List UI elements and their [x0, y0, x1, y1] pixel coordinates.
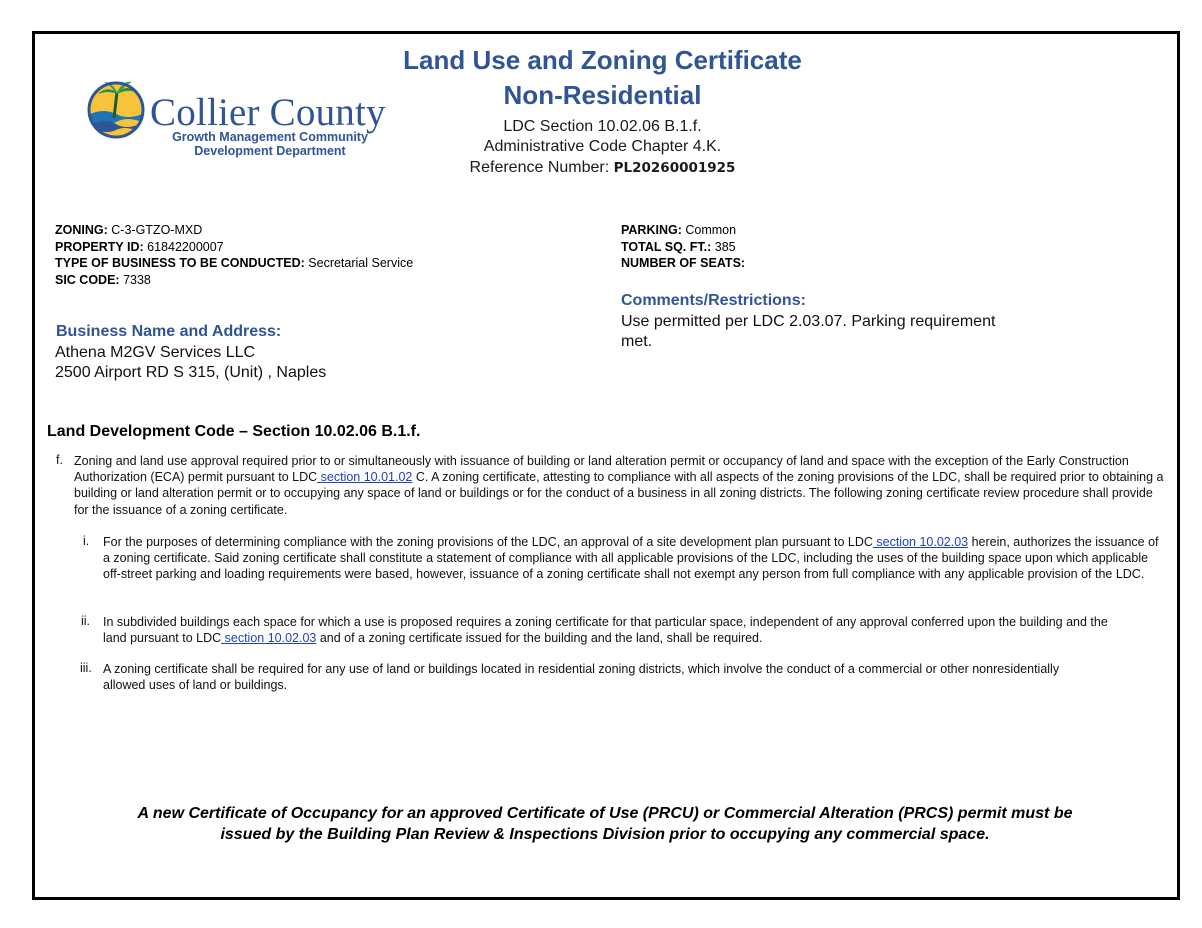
clause-f-text-part-1: Zoning and land use approval required prior to or simultaneously with issuance of building or land alteration permit or occupancy of land and space with the exception of the Early Construction Authorization (ECA) permit pursuant to LDC — [74, 454, 1129, 485]
occupancy-notice — [60, 804, 1150, 845]
sic-code-row — [55, 272, 413, 289]
seats-row — [621, 255, 745, 272]
business-type-label: TYPE OF BUSINESS TO BE CONDUCTED: — [55, 256, 305, 270]
section-10-01-02-link[interactable]: section 10.01.02 — [317, 470, 413, 485]
logo-subtitle-line-2: Development Department — [194, 144, 346, 158]
parking-row — [621, 222, 745, 239]
clause-f-text-part-2: C. A zoning certificate, attesting to compliance with all aspects of the zoning provisions of the LDC, shall be required prior to obtaining a building or land alteration permit or to occupying any space of land or buildings or for the conduct of a business in all zoning districts. The following zoning certificate review procedure shall provide for the issuance of a zoning certificate. — [74, 470, 1164, 517]
logo-subtitle-line-1: Growth Management Community — [172, 130, 368, 144]
zoning-value: C-3-GTZO-MXD — [111, 223, 203, 237]
clause-i-marker: i. — [83, 534, 90, 548]
business-type-value: Secretarial Service — [308, 256, 414, 270]
property-id-value: 61842200007 — [147, 239, 224, 254]
seats-label: NUMBER OF SEATS: — [621, 256, 746, 270]
reference-number-value: PL20260001925 — [613, 160, 736, 176]
clause-i-text-part-1: For the purposes of determining compliance with the zoning provisions of the LDC, an approval of a site development plan pursuant to LDC — [103, 535, 873, 549]
comments-heading: Comments/Restrictions: — [621, 292, 806, 309]
section-10-02-03-link-2[interactable]: section 10.02.03 — [221, 631, 317, 646]
clause-f-marker: f. — [56, 453, 63, 467]
business-type-row — [55, 255, 413, 272]
clause-ii-text-part-2: and of a zoning certificate issued for the building and the land, shall be required. — [316, 631, 763, 646]
logo-name: Collier County — [150, 91, 386, 134]
occupancy-notice-line-1: A new Certificate of Occupancy for an approved Certificate of Use (PRCU) or Commercial Alteration (PRCS) permit must be — [137, 805, 1073, 822]
property-id-label: PROPERTY ID: — [55, 239, 144, 254]
administrative-code: Administrative Code Chapter 4.K. — [483, 138, 722, 155]
section-reference: LDC Section 10.02.06 B.1.f. — [503, 118, 702, 135]
property-details — [55, 222, 413, 288]
reference-number-label: Reference Number: — [469, 159, 610, 176]
comments-text — [621, 312, 995, 351]
clause-iii-marker: iii. — [80, 661, 92, 675]
business-name: Athena M2GV Services LLC — [55, 344, 256, 361]
collier-county-logo — [52, 48, 386, 158]
total-sqft-value: 385 — [714, 239, 736, 254]
comments-line-2: met. — [621, 332, 653, 350]
business-address-block — [55, 343, 326, 382]
comments-line-1: Use permitted per LDC 2.03.07. Parking requirement — [621, 313, 996, 330]
clause-ii-text — [103, 614, 1113, 646]
palm-sun-emblem-icon — [84, 78, 148, 142]
total-sqft-label: TOTAL SQ. FT.: — [621, 239, 712, 254]
parking-value: Common — [685, 223, 737, 237]
clause-i-text — [103, 534, 1166, 583]
certificate-subtitle: Non-Residential — [503, 80, 702, 110]
sic-code-label: SIC CODE: — [55, 272, 120, 287]
zoning-row — [55, 222, 413, 239]
business-address: 2500 Airport RD S 315, (Unit) , Naples — [55, 363, 327, 381]
zoning-label: ZONING: — [55, 223, 108, 237]
clause-f-text — [74, 453, 1166, 518]
business-heading: Business Name and Address: — [56, 323, 282, 340]
section-10-02-03-link[interactable]: section 10.02.03 — [872, 535, 969, 549]
ldc-section-title: Land Development Code – Section 10.02.06 B.1.f. — [47, 423, 421, 440]
clause-iii-text: A zoning certificate shall be required for any use of land or buildings located in residential zoning districts, which involve the conduct of a commercial or other nonresidentially allowed uses of land or buildings. — [103, 662, 1060, 693]
occupancy-notice-line-2: issued by the Building Plan Review & Inspections Division prior to occupying any commercial space. — [220, 825, 990, 843]
clause-ii-text-part-1: In subdivided buildings each space for which a use is proposed requires a zoning certificate for that particular space, independent of any approval conferred upon the building and the land pursuant to LDC — [103, 615, 1108, 646]
total-sqft-row — [621, 239, 745, 256]
space-details — [621, 222, 745, 272]
reference-number-line — [330, 159, 875, 177]
property-id-row — [55, 239, 413, 256]
certificate-title: Land Use and Zoning Certificate — [403, 45, 802, 75]
clause-ii-marker: ii. — [81, 614, 91, 628]
parking-label: PARKING: — [621, 223, 682, 237]
sic-code-value: 7338 — [123, 272, 151, 287]
clause-i-text-part-2: herein, authorizes the issuance of a zoning certificate. Said zoning certificate shall constitute a statement of compliance with all applicable provisions of the LDC, including the uses of the building space upon which applicable off-street parking and loading requirements were based, however, issuance of a zoning certificate shall not exempt any person from full compliance with any applicable provision of the LDC. — [103, 535, 1159, 582]
